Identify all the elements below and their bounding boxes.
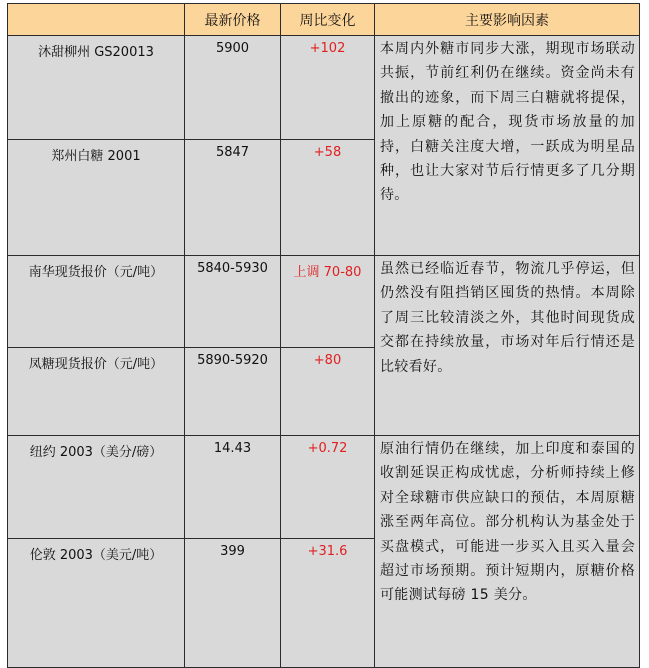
row-name: 纽约 2003（美分/磅） — [8, 436, 185, 539]
row-change: +58 — [281, 140, 375, 256]
row-price: 5847 — [185, 140, 281, 256]
row-price: 5840-5930 — [185, 256, 281, 348]
header-factors: 主要影响因素 — [375, 4, 640, 36]
header-row — [8, 4, 640, 36]
row-name: 郑州白糖 2001 — [8, 140, 185, 256]
row-price: 5900 — [185, 36, 281, 140]
row-name: 南华现货报价（元/吨） — [8, 256, 185, 348]
row-change: +0.72 — [281, 436, 375, 539]
row-change: +31.6 — [281, 539, 375, 668]
row-change: +80 — [281, 348, 375, 436]
row-name: 伦敦 2003（美元/吨） — [8, 539, 185, 668]
row-price: 14.43 — [185, 436, 281, 539]
row-name: 凤糖现货报价（元/吨） — [8, 348, 185, 436]
row-name: 沐甜柳州 GS20013 — [8, 36, 185, 140]
table-row — [8, 436, 640, 539]
header-change: 周比变化 — [281, 4, 375, 36]
row-change: +102 — [281, 36, 375, 140]
header-price: 最新价格 — [185, 4, 281, 36]
factor-spot: 虽然已经临近春节，物流几乎停运，但仍然没有阻挡销区囤货的热情。本周除了周三比较清淡之外，其他时间现货成交都在持续放量，市场对年后行情还是比较看好。 — [375, 256, 640, 436]
factor-domestic: 本周内外糖市同步大涨，期现市场联动共振，节前红利仍在继续。资金尚未有撤出的迹象，而下周三白糖就将提保，加上原糖的配合，现货市场放量的加持，白糖关注度大增，一跃成为明星品种，也让大家对节后行情更多了几分期待。 — [375, 36, 640, 256]
header-name — [8, 4, 185, 36]
table-row — [8, 256, 640, 348]
factor-international: 原油行情仍在继续，加上印度和泰国的收割延误正构成忧虑，分析师持续上修对全球糖市供应缺口的预估，本周原糖涨至两年高位。部分机构认为基金处于买盘模式，可能进一步买入且买入量会超过市场预期。预计短期内，原糖价格可能测试每磅 15 美分。 — [375, 436, 640, 668]
sugar-market-table — [7, 3, 640, 668]
row-price: 5890-5920 — [185, 348, 281, 436]
row-change: 上调 70-80 — [281, 256, 375, 348]
row-price: 399 — [185, 539, 281, 668]
table-row — [8, 36, 640, 140]
